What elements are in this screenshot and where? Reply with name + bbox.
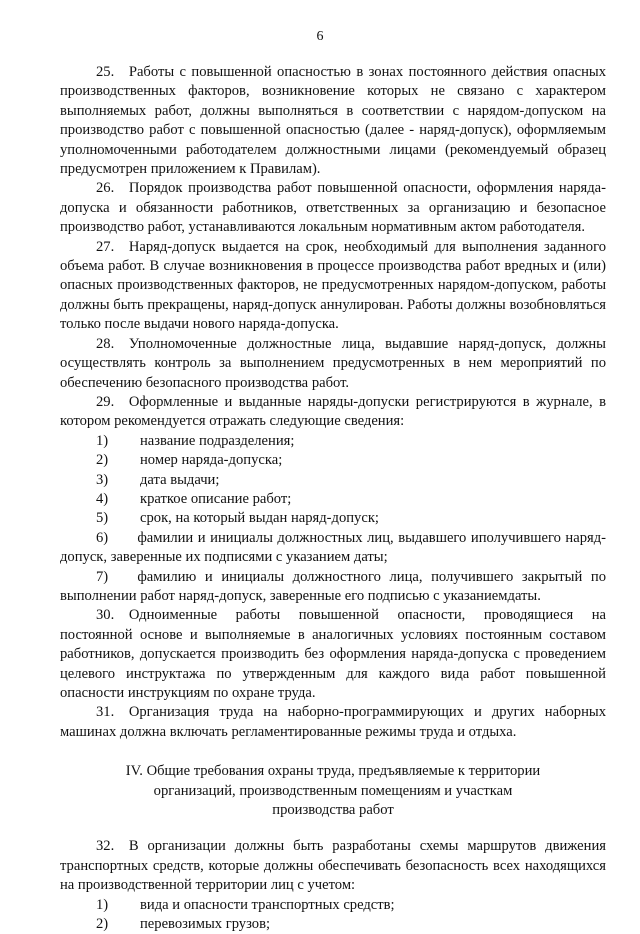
- list-item-number: 2): [96, 916, 109, 933]
- list-item-number: 4): [96, 490, 109, 507]
- section-title-line: производства работ: [272, 802, 394, 819]
- list-item-text: срок, на который выдан наряд-допуск;: [140, 510, 379, 527]
- document-body: [60, 63, 606, 934]
- section-title: [60, 762, 606, 820]
- list-item: [60, 896, 606, 915]
- list-item-number: 2): [96, 452, 109, 469]
- list-item-text: номер наряда-допуска;: [140, 452, 283, 469]
- list-item: [60, 451, 606, 470]
- paragraph-28: 28. Уполномоченные должностные лица, выдавшие наряд-допуск, должны осуществлять контроль за выполнением предусмотренных в нем мероприятий по обеспечению безопасного производства работ.: [60, 335, 606, 391]
- list-item-6: 6) фамилии и инициалы должностных лиц, выдавшего иполучившего наряд-допуск, заверенные их подписями с указанием даты;: [60, 529, 606, 566]
- list-item-text: краткое описание работ;: [140, 490, 292, 507]
- paragraph-32: 32. В организации должны быть разработаны схемы маршрутов движения транспортных средств, которые должны обеспечивать безопасность всех находящихся на производственной территории лиц с учетом:: [60, 838, 606, 894]
- list-item: [60, 490, 606, 509]
- section-title-line: IV. Общие требования охраны труда, предъявляемые к территории: [125, 763, 541, 780]
- page-number: 6: [316, 29, 324, 44]
- section-title-line: организаций, производственным помещениям и участкам: [153, 782, 513, 799]
- paragraph-31: 31. Организация труда на наборно-программирующих и других наборных машинах должна включать регламентированные режимы труда и отдыха.: [60, 704, 606, 740]
- list-item: [60, 509, 606, 528]
- list-item-text: вида и опасности транспортных средств;: [140, 896, 395, 913]
- list-item-text: дата выдачи;: [140, 471, 220, 488]
- list-item-number: 5): [96, 510, 109, 527]
- paragraph-25: 25. Работы с повышенной опасностью в зонах постоянного действия опасных производственных факторов, возникновение которых не связано с характером выполняемых работ, должны выполняться в соответствии с нарядом-допуском на производство работ с повышенной опасностью (далее - наряд-допуск), оформляемым уполномоченными работодателем должностными лицами (рекомендуемый образец предусмотрен приложением к Правилам).: [60, 64, 606, 178]
- list-item-number: 1): [96, 432, 109, 449]
- list-item-number: 3): [96, 471, 109, 488]
- paragraph-29: 29. Оформленные и выданные наряды-допуски регистрируются в журнале, в котором рекомендуется отражать следующие сведения:: [60, 393, 606, 430]
- list-item: [60, 471, 606, 490]
- list-item-text: название подразделения;: [140, 432, 295, 449]
- list-item: [60, 432, 606, 451]
- list-item-number: 1): [96, 896, 109, 913]
- list-item: [60, 915, 606, 934]
- paragraph-30: 30. Одноименные работы повышенной опасности, проводящиеся на постоянной основе и выполняемые в аналогичных условиях постоянным составом работников, допускается производить без оформления наряда-допуска с проведением целевого инструктажа по утвержденным для каждого вида работ повышенной опасности инструкциям по охране труда.: [60, 607, 606, 701]
- list-item-7: 7) фамилию и инициалы должностного лица, получившего закрытый по выполнении работ наряд-допуск, заверенные его подписью с указаниемдаты.: [60, 568, 606, 604]
- list-item-text: перевозимых грузов;: [140, 916, 271, 933]
- paragraph-26: 26. Порядок производства работ повышенной опасности, оформления наряда-допуска и обязанности работников, ответственных за организацию и безопасное производство работ, устанавливаются локальным нормативным актом работодателя.: [60, 180, 606, 236]
- paragraph-27: 27. Наряд-допуск выдается на срок, необходимый для выполнения заданного объема работ. В случае возникновения в процессе производства работ вредных и (или) опасных производственных факторов, не предусмотренных нарядом-допуском, работы должны быть прекращены, наряд-допуск аннулирован. Работы должны возобновляться только после выдачи нового наряда-допуска.: [60, 238, 606, 333]
